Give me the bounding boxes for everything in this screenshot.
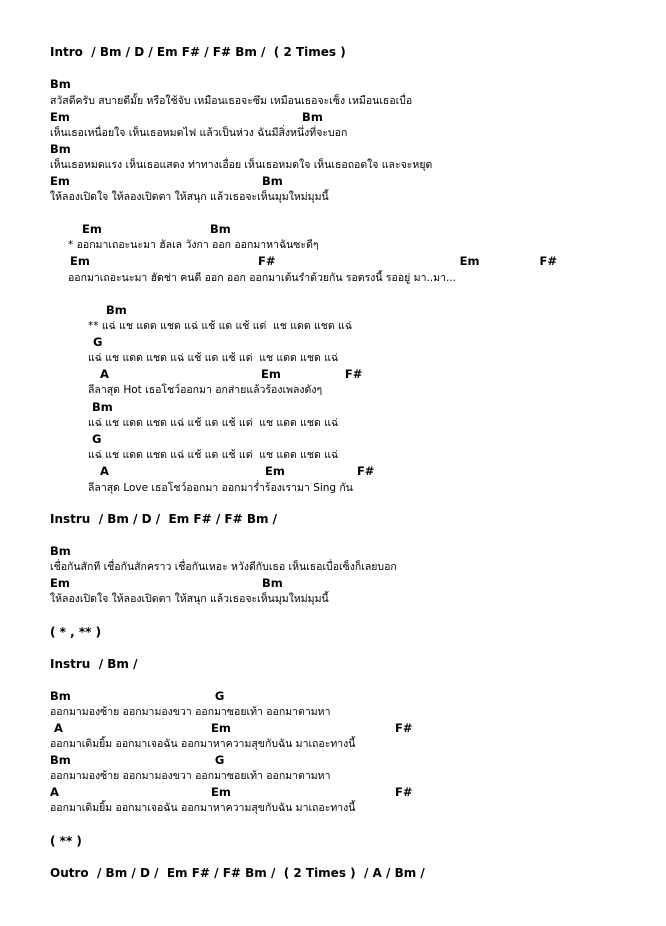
chord-line: A Em F# (100, 367, 363, 381)
chord-line: A Em F# (50, 721, 413, 735)
chord-line: Bm (50, 77, 71, 91)
lyric-line: * ออกมาเถอะนะมา ฮัลเล วังกา ออก ออกมาหาฉันซะดีๆ (68, 239, 319, 251)
chord-line: Bm G (50, 753, 225, 767)
chord-line: Bm (106, 303, 127, 317)
section-line: ( * , ** ) (50, 625, 102, 639)
section-line: Outro / Bm / D / Em F# / F# Bm / ( 2 Times ) / A / Bm / (50, 866, 425, 880)
lyric-line: ให้ลองเปิดใจ ให้ลองเปิดตา ให้สนุก แล้วเธอจะเห็นมุมใหม่มุมนี้ (50, 191, 329, 203)
section-line: Instru / Bm / D / Em F# / F# Bm / (50, 512, 278, 526)
lyric-line: เชื่อกันสักที เชื่อกันสักคราว เชื่อกันเหอะ หวังดีกับเธอ เห็นเธอเบื่อเซ็งก็เลยบอก (50, 561, 397, 573)
chord-line: Bm G (50, 689, 225, 703)
lyric-line: ออกมาเดิมยิ้ม ออกมาเจอฉัน ออกมาหาความสุขกับฉัน มาเถอะทางนี้ (50, 802, 356, 814)
lyric-line: แฉ่ แช แดด แชด แฉ่ แช้ แด แช้ แด่ แช แดด แชด แฉ่ (88, 449, 339, 461)
lyric-line: เห็นเธอเหนื่อยใจ เห็นเธอหมดไฟ แล้วเป็นห่วง ฉันมีสิ่งหนึ่งที่จะบอก (50, 127, 348, 139)
lyric-line: เห็นเธอหมดแรง เห็นเธอแสดง ท่าทางเอื่อย เห็นเธอหมดใจ เห็นเธอถอดใจ และจะหยุด (50, 159, 433, 171)
lyric-line: แฉ่ แช แดด แชด แฉ่ แช้ แด แช้ แด่ แช แดด แชด แฉ่ (88, 352, 339, 364)
lyric-line: สวัสดีครับ สบายดีมั้ย หรือใช้จับ เหมือนเธอจะซึม เหมือนเธอจะเซ็ง เหมือนเธอเบื่อ (50, 95, 413, 107)
lyric-line: ออกมาเดิมยิ้ม ออกมาเจอฉัน ออกมาหาความสุขกับฉัน มาเถอะทางนี้ (50, 738, 356, 750)
chord-line: Em Bm (50, 174, 283, 188)
lyric-line: ลีลาสุด Love เธอโชว์ออกมา ออกมาร่ำร้องเรามา Sing กัน (88, 482, 353, 494)
lyric-line: ลีลาสุด Hot เธอโชว์ออกมา อกส่ายแล้วร้องเพลงดังๆ (88, 384, 323, 396)
chord-line: A Em F# (100, 464, 375, 478)
chord-line: G (92, 432, 102, 446)
section-line: Intro / Bm / D / Em F# / F# Bm / ( 2 Times ) (50, 45, 346, 59)
chord-line: Bm (50, 544, 71, 558)
section-line: ( ** ) (50, 834, 82, 848)
chord-line: Em Bm (50, 576, 283, 590)
chord-line: Bm (92, 400, 113, 414)
section-line: Instru / Bm / (50, 657, 138, 671)
chord-line: G (93, 335, 103, 349)
chord-line: Bm (50, 142, 71, 156)
lyric-line: ออกมามองซ้าย ออกมามองขวา ออกมาซอยเท้า ออกมาตามหา (50, 770, 331, 782)
lyric-line: แฉ่ แช แดด แชด แฉ่ แช้ แด แช้ แด่ แช แดด แชด แฉ่ (88, 417, 339, 429)
lyric-line: ออกมามองซ้าย ออกมามองขวา ออกมาซอยเท้า ออกมาตามหา (50, 706, 331, 718)
lyric-line: ให้ลองเปิดใจ ให้ลองเปิดตา ให้สนุก แล้วเธอจะเห็นมุมใหม่มุมนี้ (50, 593, 329, 605)
chord-line: Em F# Em F# (70, 254, 558, 268)
chord-line: A Em F# (50, 785, 413, 799)
chord-line: Em Bm (82, 222, 231, 236)
lyric-line: ออกมาเถอะนะมา ฮัดช่า คนดี ออก ออก ออกมาเต้นรำด้วยกัน รอตรงนี้ รออยู่ มา..มา... (68, 272, 456, 284)
lyric-line: ** แฉ่ แช แดด แชด แฉ่ แช้ แด แช้ แด่ แช แดด แชด แฉ่ (88, 320, 352, 332)
chord-line: Em Bm (50, 110, 323, 124)
